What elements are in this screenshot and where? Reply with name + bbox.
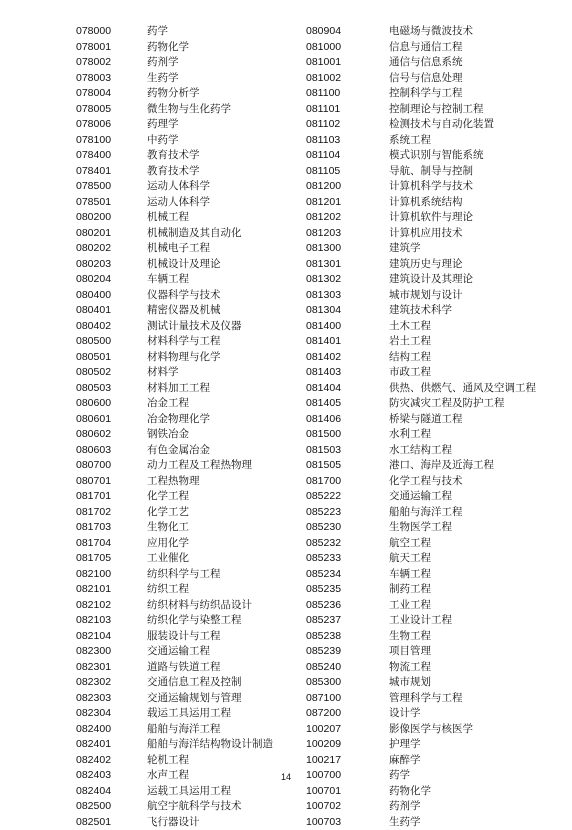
right-name-cell: 市政工程 bbox=[389, 365, 431, 381]
right-code-cell: 085222 bbox=[306, 489, 341, 505]
right-name-cell: 建筑设计及其理论 bbox=[389, 272, 473, 288]
right-code-cell: 081203 bbox=[306, 226, 341, 242]
right-name-cell: 土木工程 bbox=[389, 319, 431, 335]
left-code-cell: 082403 bbox=[76, 768, 111, 784]
left-code-cell: 080602 bbox=[76, 427, 111, 443]
table-row bbox=[0, 55, 572, 71]
left-code-cell: 082404 bbox=[76, 784, 111, 800]
left-code-cell: 082100 bbox=[76, 567, 111, 583]
left-name-cell: 化学工程 bbox=[147, 489, 189, 505]
right-name-cell: 岩土工程 bbox=[389, 334, 431, 350]
right-name-cell: 生物工程 bbox=[389, 629, 431, 645]
right-code-cell: 100700 bbox=[306, 768, 341, 784]
table-row bbox=[0, 195, 572, 211]
left-name-cell: 冶金物理化学 bbox=[147, 412, 210, 428]
table-row bbox=[0, 272, 572, 288]
table-row bbox=[0, 474, 572, 490]
table-row bbox=[0, 241, 572, 257]
table-row bbox=[0, 598, 572, 614]
left-name-cell: 材料物理与化学 bbox=[147, 350, 221, 366]
left-name-cell: 交通运输规划与管理 bbox=[147, 691, 242, 707]
left-name-cell: 精密仪器及机械 bbox=[147, 303, 221, 319]
left-name-cell: 纺织科学与工程 bbox=[147, 567, 221, 583]
left-name-cell: 纺织化学与染整工程 bbox=[147, 613, 242, 629]
left-name-cell: 纺织材料与纺织品设计 bbox=[147, 598, 252, 614]
left-name-cell: 教育技术学 bbox=[147, 148, 200, 164]
right-code-cell: 081302 bbox=[306, 272, 341, 288]
left-code-cell: 080701 bbox=[76, 474, 111, 490]
left-code-cell: 081701 bbox=[76, 489, 111, 505]
table-row bbox=[0, 644, 572, 660]
right-name-cell: 计算机科学与技术 bbox=[389, 179, 473, 195]
left-code-cell: 078002 bbox=[76, 55, 111, 71]
right-code-cell: 085236 bbox=[306, 598, 341, 614]
table-row bbox=[0, 799, 572, 815]
right-code-cell: 081505 bbox=[306, 458, 341, 474]
table-row bbox=[0, 505, 572, 521]
left-code-cell: 080203 bbox=[76, 257, 111, 273]
table-row bbox=[0, 71, 572, 87]
table-row bbox=[0, 629, 572, 645]
table-row bbox=[0, 350, 572, 366]
right-name-cell: 检测技术与自动化装置 bbox=[389, 117, 494, 133]
right-code-cell: 085234 bbox=[306, 567, 341, 583]
left-code-cell: 080501 bbox=[76, 350, 111, 366]
right-code-cell: 081001 bbox=[306, 55, 341, 71]
right-name-cell: 控制理论与控制工程 bbox=[389, 102, 484, 118]
left-code-cell: 080700 bbox=[76, 458, 111, 474]
left-code-cell: 082402 bbox=[76, 753, 111, 769]
left-name-cell: 机械电子工程 bbox=[147, 241, 210, 257]
left-name-cell: 运动人体科学 bbox=[147, 195, 210, 211]
right-name-cell: 工业设计工程 bbox=[389, 613, 452, 629]
table-row bbox=[0, 675, 572, 691]
table-row bbox=[0, 303, 572, 319]
table-row bbox=[0, 722, 572, 738]
right-code-cell: 081402 bbox=[306, 350, 341, 366]
table-row bbox=[0, 396, 572, 412]
left-code-cell: 078004 bbox=[76, 86, 111, 102]
right-code-cell: 081201 bbox=[306, 195, 341, 211]
table-row bbox=[0, 257, 572, 273]
right-code-cell: 081104 bbox=[306, 148, 340, 164]
table-row bbox=[0, 133, 572, 149]
right-code-cell: 085240 bbox=[306, 660, 341, 676]
right-code-cell: 081500 bbox=[306, 427, 341, 443]
right-code-cell: 100703 bbox=[306, 815, 341, 830]
right-code-cell: 085237 bbox=[306, 613, 341, 629]
right-name-cell: 制药工程 bbox=[389, 582, 431, 598]
left-code-cell: 082101 bbox=[76, 582, 111, 598]
table-row bbox=[0, 381, 572, 397]
left-code-cell: 078100 bbox=[76, 133, 111, 149]
left-name-cell: 船舶与海洋工程 bbox=[147, 722, 221, 738]
right-name-cell: 结构工程 bbox=[389, 350, 431, 366]
right-name-cell: 设计学 bbox=[389, 706, 421, 722]
left-code-cell: 080500 bbox=[76, 334, 111, 350]
right-code-cell: 080904 bbox=[306, 24, 341, 40]
right-code-cell: 081202 bbox=[306, 210, 341, 226]
left-name-cell: 材料加工工程 bbox=[147, 381, 210, 397]
left-name-cell: 中药学 bbox=[147, 133, 179, 149]
left-code-cell: 078001 bbox=[76, 40, 111, 56]
right-name-cell: 防灾减灾工程及防护工程 bbox=[389, 396, 505, 412]
left-name-cell: 车辆工程 bbox=[147, 272, 189, 288]
right-name-cell: 电磁场与微波技术 bbox=[389, 24, 473, 40]
right-name-cell: 生药学 bbox=[389, 815, 421, 830]
table-row bbox=[0, 24, 572, 40]
left-code-cell: 078006 bbox=[76, 117, 111, 133]
right-code-cell: 081000 bbox=[306, 40, 341, 56]
right-name-cell: 影像医学与核医学 bbox=[389, 722, 473, 738]
table-row bbox=[0, 567, 572, 583]
left-name-cell: 飞行器设计 bbox=[147, 815, 200, 830]
right-code-cell: 100209 bbox=[306, 737, 341, 753]
table-row bbox=[0, 753, 572, 769]
right-code-cell: 085223 bbox=[306, 505, 341, 521]
right-code-cell: 085238 bbox=[306, 629, 341, 645]
left-code-cell: 080603 bbox=[76, 443, 111, 459]
right-code-cell: 100207 bbox=[306, 722, 341, 738]
table-row bbox=[0, 520, 572, 536]
left-name-cell: 动力工程及工程热物理 bbox=[147, 458, 252, 474]
left-name-cell: 钢铁冶金 bbox=[147, 427, 189, 443]
right-code-cell: 085232 bbox=[306, 536, 341, 552]
left-name-cell: 服装设计与工程 bbox=[147, 629, 221, 645]
left-name-cell: 材料科学与工程 bbox=[147, 334, 221, 350]
left-code-cell: 078400 bbox=[76, 148, 111, 164]
left-code-cell: 080400 bbox=[76, 288, 111, 304]
right-name-cell: 供热、供燃气、通风及空调工程 bbox=[389, 381, 536, 397]
right-code-cell: 081401 bbox=[306, 334, 341, 350]
right-name-cell: 船舶与海洋工程 bbox=[389, 505, 463, 521]
left-name-cell: 交通信息工程及控制 bbox=[147, 675, 242, 691]
right-name-cell: 水利工程 bbox=[389, 427, 431, 443]
left-code-cell: 082401 bbox=[76, 737, 111, 753]
left-name-cell: 应用化学 bbox=[147, 536, 189, 552]
left-code-cell: 080200 bbox=[76, 210, 111, 226]
right-code-cell: 081103 bbox=[306, 133, 340, 149]
left-code-cell: 078401 bbox=[76, 164, 111, 180]
right-name-cell: 药学 bbox=[389, 768, 410, 784]
right-name-cell: 导航、制导与控制 bbox=[389, 164, 473, 180]
table-row bbox=[0, 288, 572, 304]
right-name-cell: 计算机应用技术 bbox=[389, 226, 463, 242]
left-name-cell: 冶金工程 bbox=[147, 396, 189, 412]
right-code-cell: 100701 bbox=[306, 784, 341, 800]
table-row bbox=[0, 737, 572, 753]
left-code-cell: 082103 bbox=[76, 613, 111, 629]
right-name-cell: 交通运输工程 bbox=[389, 489, 452, 505]
table-row bbox=[0, 226, 572, 242]
table-row bbox=[0, 164, 572, 180]
right-code-cell: 085300 bbox=[306, 675, 341, 691]
left-name-cell: 材料学 bbox=[147, 365, 179, 381]
table-row bbox=[0, 536, 572, 552]
left-name-cell: 测试计量技术及仪器 bbox=[147, 319, 242, 335]
right-code-cell: 087100 bbox=[306, 691, 341, 707]
left-name-cell: 轮机工程 bbox=[147, 753, 189, 769]
table-row bbox=[0, 551, 572, 567]
right-code-cell: 081200 bbox=[306, 179, 341, 195]
table-row bbox=[0, 443, 572, 459]
left-code-cell: 078500 bbox=[76, 179, 111, 195]
table-row bbox=[0, 706, 572, 722]
left-code-cell: 082300 bbox=[76, 644, 111, 660]
left-code-cell: 080401 bbox=[76, 303, 111, 319]
table-row bbox=[0, 179, 572, 195]
right-name-cell: 航空工程 bbox=[389, 536, 431, 552]
table-row bbox=[0, 784, 572, 800]
left-name-cell: 药学 bbox=[147, 24, 168, 40]
table-row bbox=[0, 412, 572, 428]
right-code-cell: 085239 bbox=[306, 644, 341, 660]
left-name-cell: 药剂学 bbox=[147, 55, 179, 71]
right-name-cell: 计算机系统结构 bbox=[389, 195, 463, 211]
left-name-cell: 药物化学 bbox=[147, 40, 189, 56]
left-code-cell: 080202 bbox=[76, 241, 111, 257]
left-name-cell: 化学工艺 bbox=[147, 505, 189, 521]
right-name-cell: 信号与信息处理 bbox=[389, 71, 463, 87]
right-code-cell: 081404 bbox=[306, 381, 341, 397]
left-code-cell: 082400 bbox=[76, 722, 111, 738]
table-row bbox=[0, 102, 572, 118]
table-row bbox=[0, 40, 572, 56]
right-name-cell: 通信与信息系统 bbox=[389, 55, 463, 71]
right-name-cell: 药剂学 bbox=[389, 799, 421, 815]
right-name-cell: 建筑学 bbox=[389, 241, 421, 257]
left-name-cell: 水声工程 bbox=[147, 768, 189, 784]
left-name-cell: 船舶与海洋结构物设计制造 bbox=[147, 737, 273, 753]
left-name-cell: 药理学 bbox=[147, 117, 179, 133]
right-code-cell: 081400 bbox=[306, 319, 341, 335]
table-row bbox=[0, 427, 572, 443]
left-code-cell: 080502 bbox=[76, 365, 111, 381]
right-code-cell: 081301 bbox=[306, 257, 341, 273]
table-row bbox=[0, 86, 572, 102]
right-code-cell: 081102 bbox=[306, 117, 340, 133]
left-name-cell: 航空宇航科学与技术 bbox=[147, 799, 242, 815]
right-code-cell: 081100 bbox=[306, 86, 340, 102]
left-code-cell: 080503 bbox=[76, 381, 111, 397]
right-code-cell: 081405 bbox=[306, 396, 341, 412]
left-name-cell: 药物分析学 bbox=[147, 86, 200, 102]
table-row bbox=[0, 691, 572, 707]
left-code-cell: 082304 bbox=[76, 706, 111, 722]
left-code-cell: 080601 bbox=[76, 412, 111, 428]
right-code-cell: 081406 bbox=[306, 412, 341, 428]
right-name-cell: 桥梁与隧道工程 bbox=[389, 412, 463, 428]
right-code-cell: 100702 bbox=[306, 799, 341, 815]
right-name-cell: 工业工程 bbox=[389, 598, 431, 614]
left-name-cell: 运载工具运用工程 bbox=[147, 784, 231, 800]
left-code-cell: 082104 bbox=[76, 629, 111, 645]
right-name-cell: 模式识别与智能系统 bbox=[389, 148, 484, 164]
left-name-cell: 纺织工程 bbox=[147, 582, 189, 598]
left-name-cell: 工业催化 bbox=[147, 551, 189, 567]
right-code-cell: 087200 bbox=[306, 706, 341, 722]
left-name-cell: 生物化工 bbox=[147, 520, 189, 536]
left-code-cell: 081704 bbox=[76, 536, 111, 552]
right-code-cell: 081002 bbox=[306, 71, 341, 87]
right-code-cell: 081101 bbox=[306, 102, 340, 118]
left-name-cell: 微生物与生化药学 bbox=[147, 102, 231, 118]
left-name-cell: 载运工具运用工程 bbox=[147, 706, 231, 722]
right-name-cell: 城市规划与设计 bbox=[389, 288, 463, 304]
left-name-cell: 仪器科学与技术 bbox=[147, 288, 221, 304]
right-code-cell: 081300 bbox=[306, 241, 341, 257]
table-row bbox=[0, 210, 572, 226]
left-name-cell: 交通运输工程 bbox=[147, 644, 210, 660]
left-name-cell: 运动人体科学 bbox=[147, 179, 210, 195]
right-name-cell: 航天工程 bbox=[389, 551, 431, 567]
table-row bbox=[0, 365, 572, 381]
table-row bbox=[0, 148, 572, 164]
table-row bbox=[0, 489, 572, 505]
right-code-cell: 081304 bbox=[306, 303, 341, 319]
right-name-cell: 计算机软件与理论 bbox=[389, 210, 473, 226]
left-code-cell: 078003 bbox=[76, 71, 111, 87]
right-name-cell: 护理学 bbox=[389, 737, 421, 753]
right-name-cell: 生物医学工程 bbox=[389, 520, 452, 536]
table-row bbox=[0, 117, 572, 133]
right-name-cell: 建筑历史与理论 bbox=[389, 257, 463, 273]
right-code-cell: 081700 bbox=[306, 474, 341, 490]
table-row bbox=[0, 334, 572, 350]
left-code-cell: 080600 bbox=[76, 396, 111, 412]
left-code-cell: 082501 bbox=[76, 815, 111, 830]
left-code-cell: 081703 bbox=[76, 520, 111, 536]
left-name-cell: 教育技术学 bbox=[147, 164, 200, 180]
right-code-cell: 081105 bbox=[306, 164, 340, 180]
table-row bbox=[0, 319, 572, 335]
left-name-cell: 工程热物理 bbox=[147, 474, 200, 490]
right-name-cell: 管理科学与工程 bbox=[389, 691, 463, 707]
right-name-cell: 麻醉学 bbox=[389, 753, 421, 769]
left-code-cell: 080402 bbox=[76, 319, 111, 335]
left-code-cell: 082500 bbox=[76, 799, 111, 815]
left-name-cell: 道路与铁道工程 bbox=[147, 660, 221, 676]
table-row bbox=[0, 458, 572, 474]
left-code-cell: 080204 bbox=[76, 272, 111, 288]
left-code-cell: 078501 bbox=[76, 195, 111, 211]
left-name-cell: 生药学 bbox=[147, 71, 179, 87]
right-code-cell: 081303 bbox=[306, 288, 341, 304]
right-name-cell: 城市规划 bbox=[389, 675, 431, 691]
major-code-table bbox=[0, 24, 572, 830]
right-name-cell: 建筑技术科学 bbox=[389, 303, 452, 319]
right-name-cell: 车辆工程 bbox=[389, 567, 431, 583]
left-code-cell: 081705 bbox=[76, 551, 111, 567]
table-row bbox=[0, 815, 572, 830]
right-code-cell: 100217 bbox=[306, 753, 341, 769]
left-name-cell: 机械设计及理论 bbox=[147, 257, 221, 273]
right-code-cell: 085233 bbox=[306, 551, 341, 567]
right-name-cell: 项目管理 bbox=[389, 644, 431, 660]
right-name-cell: 化学工程与技术 bbox=[389, 474, 463, 490]
left-code-cell: 078000 bbox=[76, 24, 111, 40]
right-name-cell: 水工结构工程 bbox=[389, 443, 452, 459]
right-name-cell: 信息与通信工程 bbox=[389, 40, 463, 56]
left-code-cell: 082102 bbox=[76, 598, 111, 614]
left-code-cell: 078005 bbox=[76, 102, 111, 118]
left-name-cell: 机械制造及其自动化 bbox=[147, 226, 242, 242]
right-code-cell: 081503 bbox=[306, 443, 341, 459]
right-code-cell: 085235 bbox=[306, 582, 341, 598]
left-code-cell: 081702 bbox=[76, 505, 111, 521]
left-name-cell: 机械工程 bbox=[147, 210, 189, 226]
table-row bbox=[0, 582, 572, 598]
right-code-cell: 081403 bbox=[306, 365, 341, 381]
left-code-cell: 082301 bbox=[76, 660, 111, 676]
right-name-cell: 港口、海岸及近海工程 bbox=[389, 458, 494, 474]
right-code-cell: 085230 bbox=[306, 520, 341, 536]
table-row bbox=[0, 660, 572, 676]
page-number: 14 bbox=[0, 772, 572, 782]
right-name-cell: 物流工程 bbox=[389, 660, 431, 676]
right-name-cell: 系统工程 bbox=[389, 133, 431, 149]
left-code-cell: 082303 bbox=[76, 691, 111, 707]
right-name-cell: 控制科学与工程 bbox=[389, 86, 463, 102]
left-code-cell: 082302 bbox=[76, 675, 111, 691]
right-name-cell: 药物化学 bbox=[389, 784, 431, 800]
left-code-cell: 080201 bbox=[76, 226, 111, 242]
table-row bbox=[0, 613, 572, 629]
left-name-cell: 有色金属冶金 bbox=[147, 443, 210, 459]
